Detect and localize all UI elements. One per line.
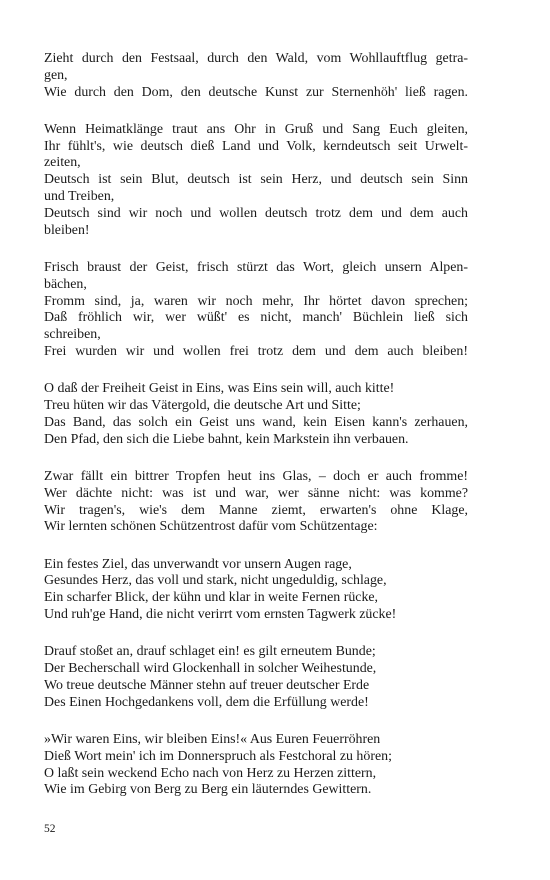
stanza-3 [44, 260, 468, 361]
verse-line: Und ruh'ge Hand, die nicht verirrt vom ernsten Tagwerk zücke! [44, 607, 397, 623]
stanza-7 [44, 644, 468, 711]
verse-line: und Treiben, [44, 189, 115, 205]
verse-line: bleiben! [44, 222, 90, 238]
verse-line: Des Einen Hochgedankens voll, dem die Erfüllung werde! [44, 694, 369, 710]
verse-line: Wir tragen's, wie's dem Manne ziemt, erwarten's ohne Klage, [44, 502, 468, 518]
verse-line: Ein festes Ziel, das unverwandt vor unsern Augen rage, [44, 556, 352, 572]
verse-line: Ihr fühlt's, wie deutsch dieß Land und Volk, kerndeutsch seit Urwelt- [44, 138, 468, 154]
stanza-2 [44, 122, 468, 240]
stanza-1 [44, 51, 468, 101]
verse-line: Wie im Gebirg von Berg zu Berg ein läuterndes Gewittern. [44, 782, 372, 798]
stanza-4 [44, 381, 468, 448]
verse-line: Das Band, das solch ein Geist uns wand, kein Eisen kann's zerhauen, [44, 414, 468, 430]
verse-line: Deutsch sind wir noch und wollen deutsch trotz dem und dem auch [44, 205, 468, 221]
verse-line: »Wir waren Eins, wir bleiben Eins!« Aus Euren Feuerröhren [44, 732, 381, 747]
verse-line: gen, [44, 67, 68, 83]
verse-line: bächen, [44, 276, 87, 292]
verse-line: Wenn Heimatklänge traut ans Ohr in Gruß und Sang Euch gleiten, [44, 121, 468, 137]
stanza-6 [44, 557, 468, 624]
verse-line: Der Becherschall wird Glockenhall in solcher Weihestunde, [44, 661, 377, 677]
verse-line: O laßt sein weckend Echo nach von Herz zu Herzen zittern, [44, 765, 377, 781]
verse-line: Deutsch ist sein Blut, deutsch ist sein Herz, und deutsch sein Sinn [44, 172, 468, 188]
verse-line: Treu hüten wir das Vätergold, die deutsche Art und Sitte; [44, 398, 361, 414]
verse-line: Zieht durch den Festsaal, durch den Wald, vom Wohllauftflug getra- [44, 51, 468, 66]
verse-line: Gesundes Herz, das voll und stark, nicht ungeduldig, schlage, [44, 573, 387, 589]
verse-line: Dieß Wort mein' ich im Donnerspruch als Festchoral zu hören; [44, 748, 392, 764]
verse-line: O daß der Freiheit Geist in Eins, was Eins sein will, auch kitte! [44, 381, 395, 397]
verse-line: Wir lernten schönen Schützentrost dafür vom Schützentage: [44, 519, 378, 535]
verse-line: Ein scharfer Blick, der kühn und klar in weite Fernen rücke, [44, 590, 379, 606]
verse-line: Frisch braust der Geist, frisch stürzt das Wort, gleich unsern Alpen- [44, 259, 468, 275]
verse-line: Drauf stoßet an, drauf schlaget ein! es gilt erneutem Bunde; [44, 644, 376, 660]
stanza-5 [44, 469, 468, 536]
page-number: 52 [44, 823, 56, 835]
poem-body [44, 51, 468, 820]
verse-line: Fromm sind, ja, waren wir noch mehr, Ihr hörtet davon sprechen; [44, 293, 468, 309]
verse-line: Zwar fällt ein bittrer Tropfen heut ins Glas, – doch er auch fromme! [44, 468, 468, 484]
verse-line: Den Pfad, den sich die Liebe bahnt, kein Markstein ihn verbauen. [44, 431, 409, 447]
verse-line: zeiten, [44, 155, 81, 171]
verse-line: Frei wurden wir und wollen frei trotz dem und dem auch bleiben! [44, 343, 468, 359]
verse-line: Daß fröhlich wir, wer wüßt' es nicht, manch' Büchlein ließ sich [44, 310, 468, 326]
verse-line: schreiben, [44, 327, 101, 343]
stanza-8 [44, 732, 468, 799]
verse-line: Wo treue deutsche Männer stehn auf treuer deutscher Erde [44, 677, 370, 693]
verse-line: Wer dächte nicht: was ist und war, wer sänne nicht: was komme? [44, 485, 468, 501]
verse-line: Wie durch den Dom, den deutsche Kunst zur Sternenhöh' ließ ragen. [44, 84, 468, 100]
